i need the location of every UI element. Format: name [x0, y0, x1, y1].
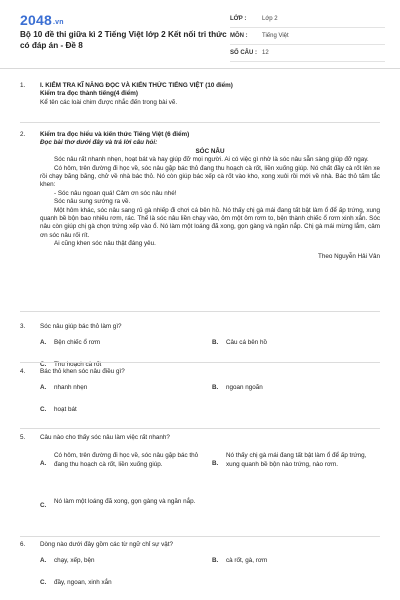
option-text: Bện chiếc ổ rơm	[54, 339, 101, 347]
divider	[20, 122, 380, 123]
logo-text: 2048	[20, 12, 52, 28]
question-text: Kể tên các loài chim được nhắc đến trong bài vẽ.	[40, 98, 178, 106]
question-2	[20, 131, 380, 261]
meta-value: Tiếng Việt	[262, 33, 289, 39]
question-number: 1.	[20, 82, 26, 89]
option-a[interactable]	[40, 339, 100, 347]
option-text: Có hôm, trên đường đi học về, sóc nâu gặp bác thỏ đang thu hoạch cà rốt, liền xuống giúp.	[54, 452, 199, 468]
meta-row-count	[230, 45, 385, 62]
story-author: Theo Nguyễn Hải Vân	[318, 252, 380, 260]
options	[40, 384, 380, 424]
option-a[interactable]	[40, 452, 200, 469]
option-text: Nó thấy chị gà mái đang tất bật làm ổ để ấp trứng, xung quanh bề bộn nào trứng, nào rơm.	[226, 452, 367, 468]
site-logo[interactable]	[20, 12, 64, 28]
option-c[interactable]	[40, 579, 112, 587]
option-text: ngoan ngoãn	[226, 384, 263, 392]
meta-row-subject	[230, 28, 385, 45]
option-letter: C.	[40, 502, 47, 510]
question-1	[20, 82, 380, 107]
question-4	[20, 368, 380, 424]
question-6	[20, 541, 380, 597]
divider	[20, 428, 380, 429]
option-text: đầy, ngoan, xinh xắn	[54, 579, 112, 587]
question-5	[20, 434, 380, 546]
question-number: 2.	[20, 131, 26, 138]
question-text: Bác thỏ khen sóc nâu điều gì?	[40, 368, 125, 375]
option-letter: B.	[212, 384, 219, 392]
options	[40, 557, 380, 597]
option-letter: B.	[212, 339, 219, 347]
story-paragraph: Ai cũng khen sóc nâu thật đáng yêu.	[54, 240, 156, 248]
meta-label: MÔN :	[230, 33, 248, 39]
meta-table	[230, 11, 385, 62]
option-text: cà rốt, gà, rơm	[226, 557, 268, 565]
story-paragraph: Một hôm khác, sóc nâu sang rủ gà nhiếp đi chơi cá bên hồ. Nó thấy chị gà mái đang tất bật làm ổ để ấp trứng, xung quanh bề bộn bao nhiêu rơm, rác. Thế là sóc nâu liền chạy vào, ôm một ôm rơm to, bện thành chiếc ổ rơm xinh xắn. Sóc nâu còn giúp chị gà chọn trứng xếp vào ổ. Nó làm một loáng đã xong, gọn gàng và ngăn nắp. Chị gà mái mừng lắm, cảm ơn sóc nâu rối rít.	[40, 206, 380, 239]
option-letter: B.	[212, 557, 219, 565]
meta-value: Lớp 2	[262, 16, 278, 22]
question-text: Sóc nâu giúp bác thỏ làm gì?	[40, 323, 122, 330]
option-b[interactable]	[212, 339, 267, 347]
document-title: Bộ 10 đề thi giữa kì 2 Tiếng Việt lớp 2 Kết nối tri thức có đáp án - Đề 8	[20, 30, 227, 50]
option-a[interactable]	[40, 384, 87, 392]
story-paragraph: Sóc nâu rất nhanh nhẹn, hoạt bát và hay giúp đỡ mọi người. Ai có việc gì nhờ là sóc nâu sẵn sàng giúp đỡ ngay.	[54, 156, 369, 164]
options	[40, 450, 380, 546]
option-c[interactable]	[40, 498, 200, 510]
section-heading: Kiểm tra đọc hiểu và kiến thức Tiếng Việt (6 điểm)	[40, 131, 190, 138]
meta-value: 12	[262, 50, 269, 56]
option-text: Thu hoạch cà rốt	[54, 361, 102, 369]
story-paragraph: Có hôm, trên đường đi học về, sóc nâu gặp bác thỏ đang thu hoạch cà rốt, liền xuống giúp. Nó chất đầy cà rốt lên xe rồi chạy băng băng, chở về nhà bác thỏ. Nó còn giúp bác xếp cà rốt vào kho, xong xuôi rồi mới về nhà. Bác thỏ tấm tắc khen:	[40, 164, 380, 189]
question-number: 5.	[20, 434, 26, 441]
option-text: chạy, xếp, bện	[54, 557, 95, 565]
section-subheading: Kiểm tra đọc thành tiếng(4 điểm)	[40, 90, 138, 98]
option-c[interactable]	[40, 406, 77, 414]
option-text: Nó làm một loáng đã xong, gọn gàng và ngăn nắp.	[54, 498, 196, 506]
question-number: 6.	[20, 541, 26, 548]
option-b[interactable]	[212, 557, 267, 565]
meta-row-class	[230, 11, 385, 28]
meta-label: LỚP :	[230, 16, 247, 22]
option-b[interactable]	[212, 452, 380, 469]
meta-label: SỐ CÂU :	[230, 50, 257, 56]
story-dialog: - Sóc nâu ngoan quá! Cảm ơn sóc nâu nhé!	[54, 189, 177, 197]
option-letter: C.	[40, 579, 47, 587]
option-text: Câu cá bên hồ	[226, 339, 267, 347]
story-title: SÓC NÂU	[195, 147, 225, 155]
option-letter: A.	[40, 460, 47, 468]
question-text: Dòng nào dưới đây gồm các từ ngữ chỉ sự vật?	[40, 541, 174, 548]
question-number: 4.	[20, 368, 26, 375]
option-letter: B.	[212, 460, 219, 468]
option-letter: C.	[40, 361, 47, 369]
divider	[20, 536, 380, 537]
option-letter: A.	[40, 557, 47, 565]
divider	[20, 311, 380, 312]
option-text: hoạt bát	[54, 406, 77, 414]
option-b[interactable]	[212, 384, 263, 392]
logo-tld: .vn	[52, 19, 64, 26]
option-letter: A.	[40, 339, 47, 347]
instruction: Đọc bài thơ dưới đây và trả lời câu hỏi:	[40, 139, 158, 147]
option-a[interactable]	[40, 557, 95, 565]
story-dialog: Sóc nâu sung sướng ra về.	[54, 198, 131, 206]
question-number: 3.	[20, 323, 26, 330]
option-letter: C.	[40, 406, 47, 414]
section-heading: I. KIỂM TRA KĨ NĂNG ĐỌC VÀ KIẾN THỨC TIẾNG VIỆT (10 điểm)	[40, 82, 233, 89]
option-text: nhanh nhẹn	[54, 384, 88, 392]
page-header	[0, 0, 400, 69]
option-letter: A.	[40, 384, 47, 392]
divider	[20, 362, 380, 363]
question-text: Câu nào cho thấy sóc nâu làm việc rất nhanh?	[40, 434, 170, 441]
